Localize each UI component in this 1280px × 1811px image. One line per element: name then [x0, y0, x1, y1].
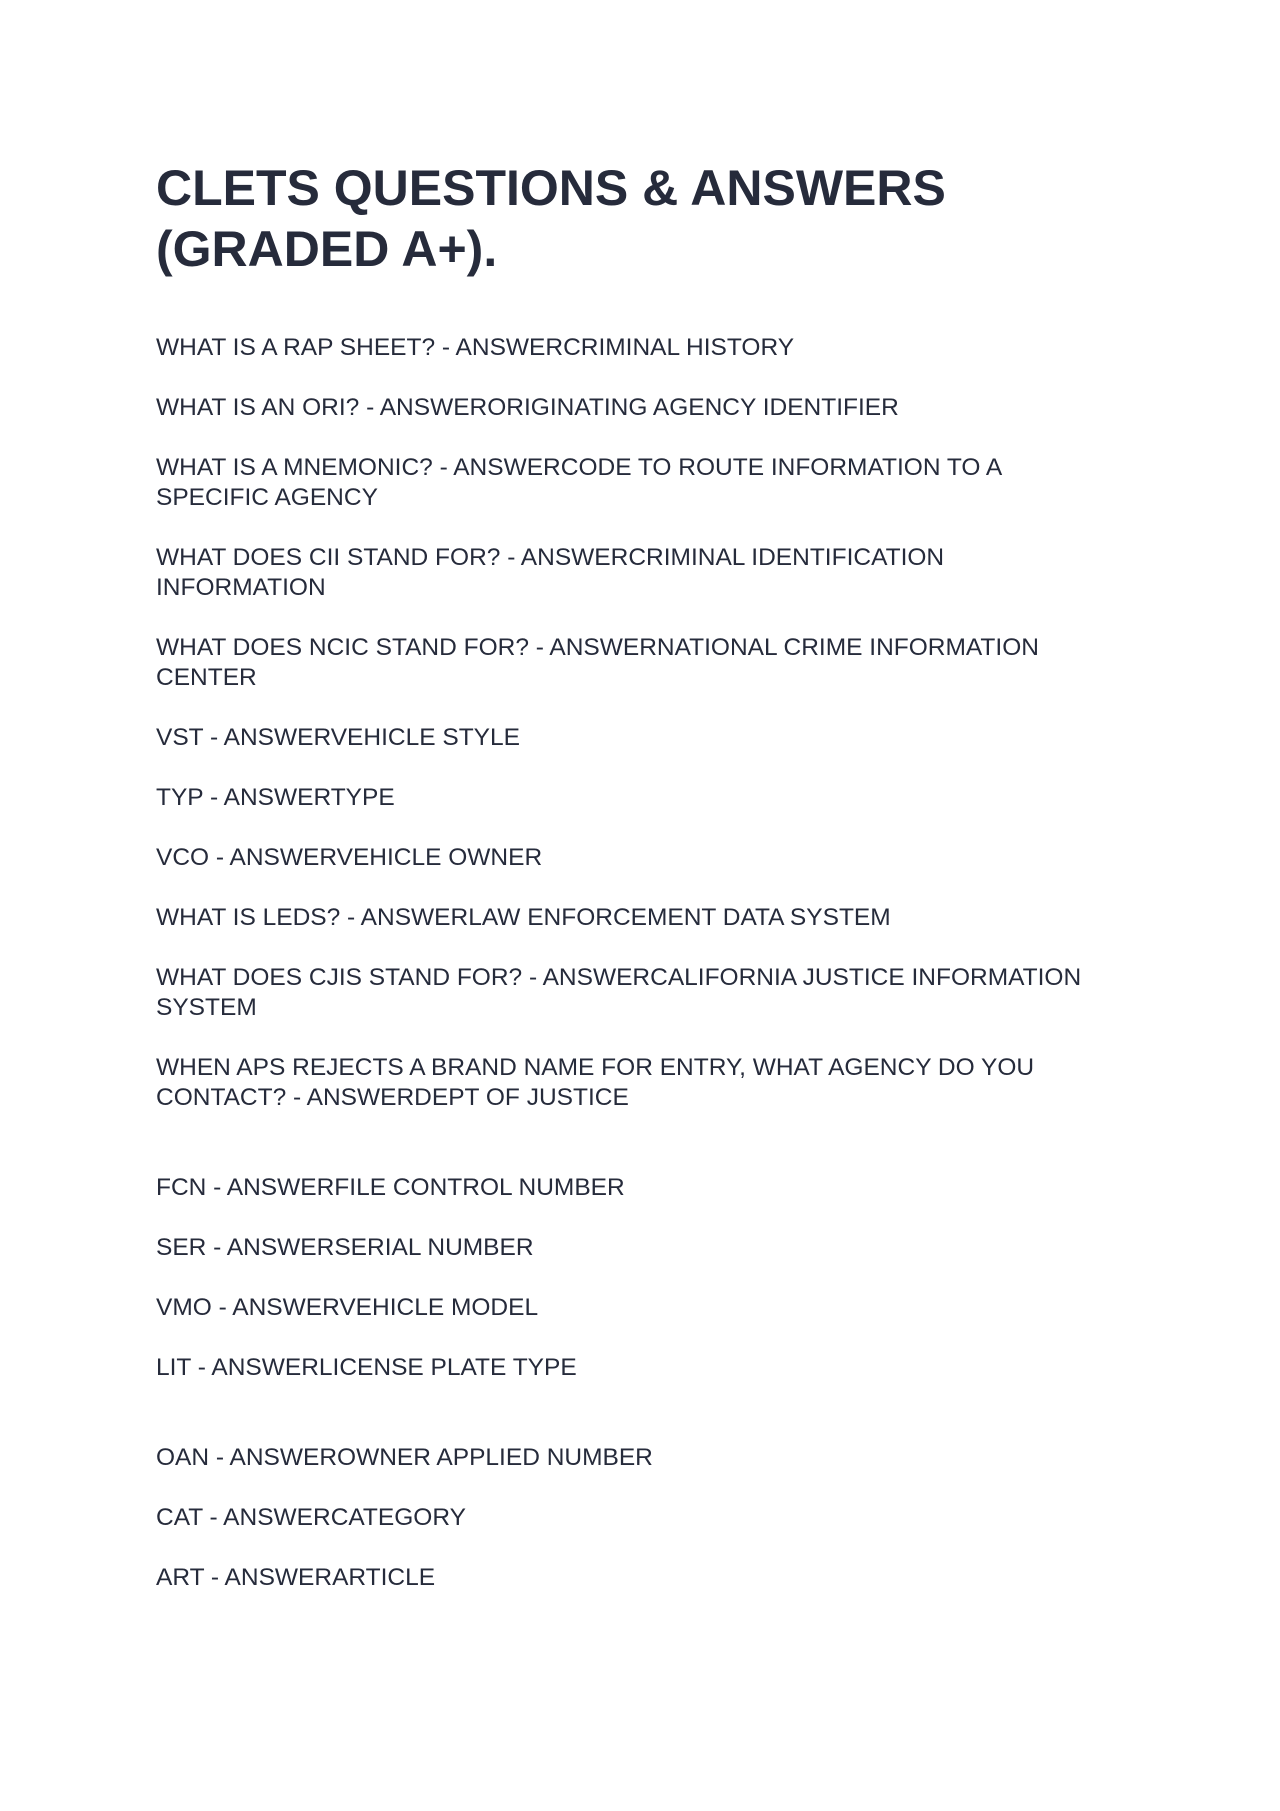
qa-item: TYP - ANSWERTYPE: [156, 784, 395, 811]
qa-item: CAT - ANSWERCATEGORY: [156, 1504, 466, 1531]
qa-item: WHAT IS AN ORI? - ANSWERORIGINATING AGENCY IDENTIFIER: [156, 394, 899, 421]
qa-item: WHAT DOES NCIC STAND FOR? - ANSWERNATIONAL CRIME INFORMATION CENTER: [156, 634, 1039, 691]
qa-item: VST - ANSWERVEHICLE STYLE: [156, 724, 520, 751]
qa-item: SER - ANSWERSERIAL NUMBER: [156, 1234, 534, 1261]
page-title: CLETS QUESTIONS & ANSWERS (GRADED A+).: [156, 160, 946, 277]
document-page: [156, 158, 1116, 280]
qa-item: OAN - ANSWEROWNER APPLIED NUMBER: [156, 1444, 653, 1471]
qa-item: WHEN APS REJECTS A BRAND NAME FOR ENTRY, WHAT AGENCY DO YOU CONTACT? - ANSWERDEPT OF JUSTICE: [156, 1054, 1035, 1111]
qa-item: VMO - ANSWERVEHICLE MODEL: [156, 1294, 539, 1321]
qa-item: ART - ANSWERARTICLE: [156, 1564, 436, 1591]
qa-item: WHAT IS A RAP SHEET? - ANSWERCRIMINAL HISTORY: [156, 334, 795, 361]
qa-item: WHAT DOES CJIS STAND FOR? - ANSWERCALIFORNIA JUSTICE INFORMATION SYSTEM: [156, 964, 1082, 1021]
qa-item: WHAT IS A MNEMONIC? - ANSWERCODE TO ROUTE INFORMATION TO A SPECIFIC AGENCY: [156, 454, 1001, 511]
qa-item: VCO - ANSWERVEHICLE OWNER: [156, 844, 543, 871]
qa-item: WHAT DOES CII STAND FOR? - ANSWERCRIMINAL IDENTIFICATION INFORMATION: [156, 544, 945, 601]
qa-item: FCN - ANSWERFILE CONTROL NUMBER: [156, 1174, 625, 1201]
qa-item: WHAT IS LEDS? - ANSWERLAW ENFORCEMENT DATA SYSTEM: [156, 904, 891, 931]
qa-item: LIT - ANSWERLICENSE PLATE TYPE: [156, 1354, 577, 1381]
